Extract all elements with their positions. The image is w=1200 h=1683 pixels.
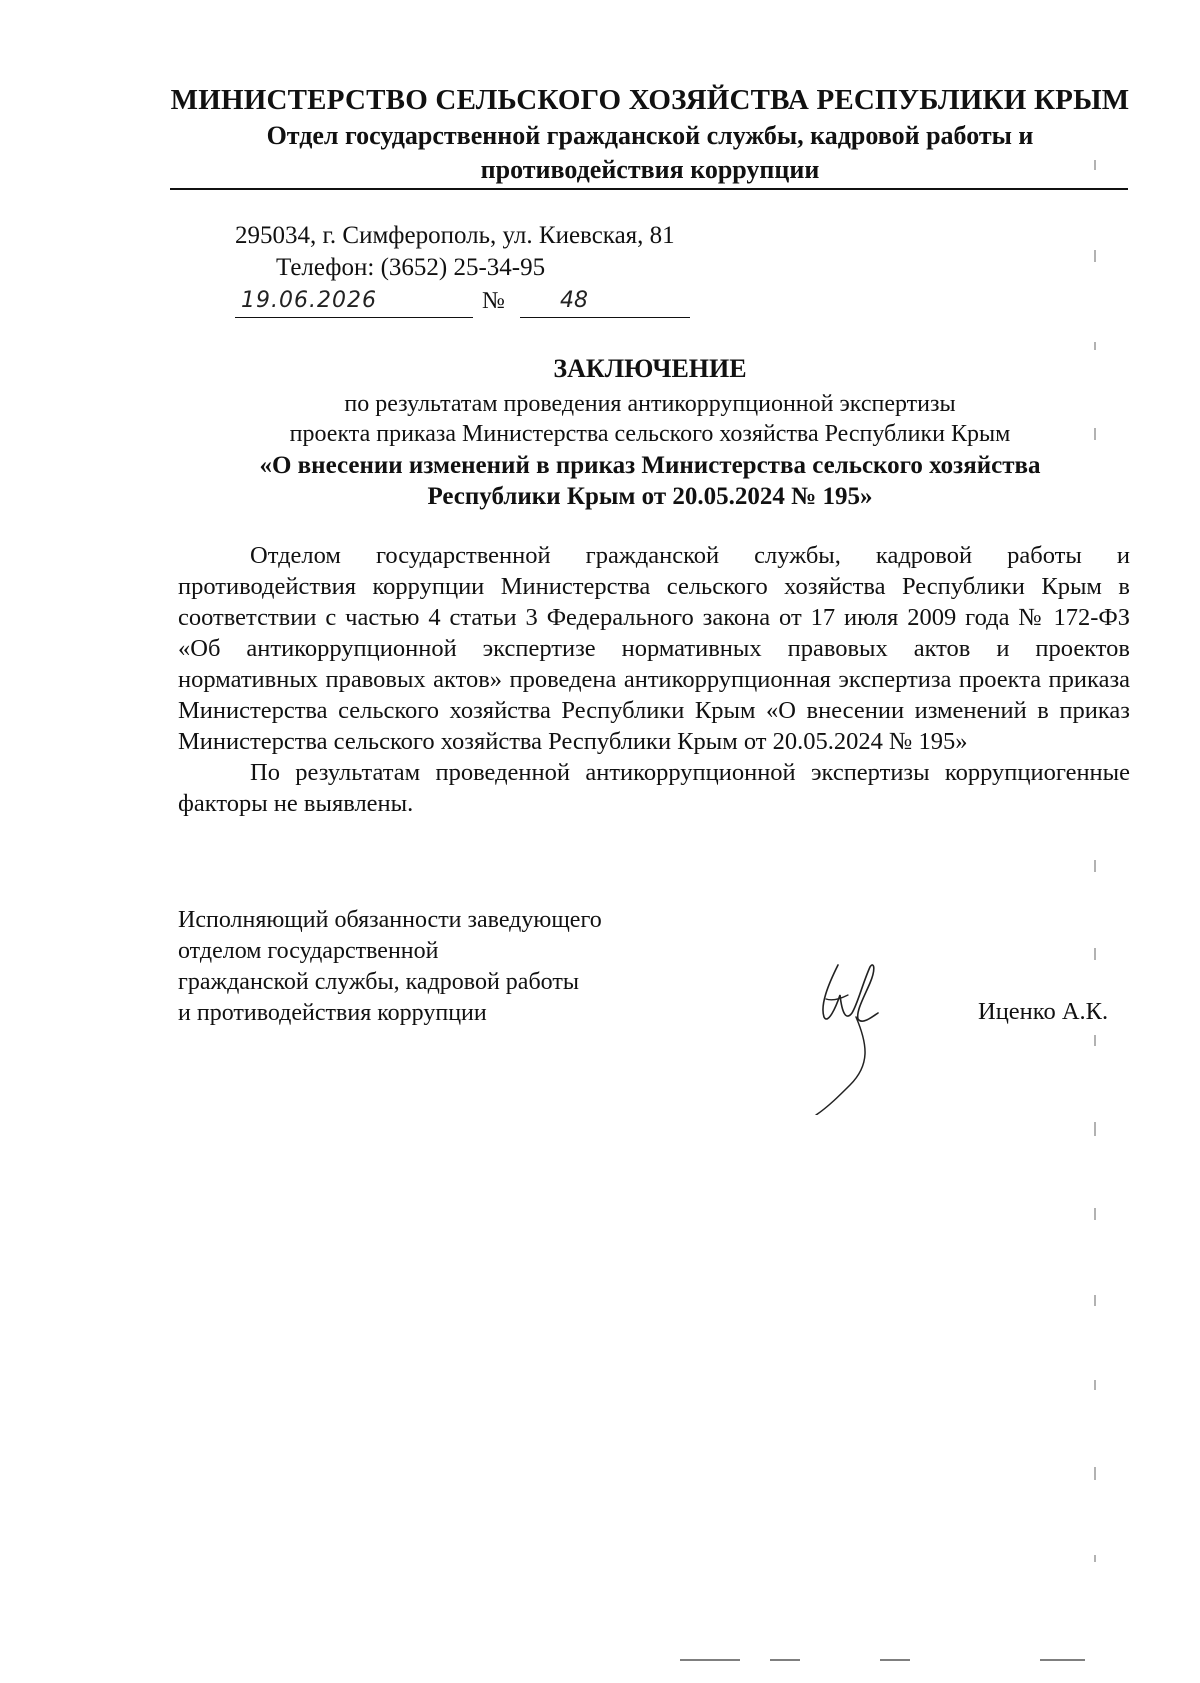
- scan-margin-marks: [1090, 0, 1100, 1683]
- department-line-1: Отдел государственной гражданской службы, кадровой работы и: [266, 121, 1034, 150]
- body-paragraph-1: Отделом государственной гражданской службы, кадровой работы и противодействия коррупции Министерства сельского хозяйства Республики Крым в соответствии с частью 4 статьи 3 Федерального закона от 17 июля 2009 года № 172-ФЗ «Об антикоррупционной экспертизе нормативных правовых актов и проектов нормативных правовых актов» проведена антикоррупционная экспертиза проекта приказа Министерства сельского хозяйства Республики Крым «О внесении изменений в приказ Министерства сельского хозяйства Республики Крым от 20.05.2024 № 195»: [178, 542, 1130, 755]
- phone: Телефон: (3652) 25-34-95: [276, 254, 546, 281]
- handwritten-signature: [810, 955, 900, 1115]
- header-divider: [170, 188, 1128, 190]
- subject-line-1: «О внесении изменений в приказ Министерства сельского хозяйства: [259, 452, 1041, 479]
- subtitle-line-2: проекта приказа Министерства сельского хозяйства Республики Крым: [289, 421, 1011, 447]
- signer-name: Иценко А.К.: [978, 998, 1109, 1025]
- document-body: [178, 540, 1130, 819]
- scan-bottom-marks: [0, 1655, 1200, 1665]
- body-paragraph-2: По результатам проведенной антикоррупционной экспертизы коррупциогенные факторы не выявлены.: [178, 759, 1130, 817]
- registration-number: 48: [520, 288, 690, 318]
- department-line-2: противодействия коррупции: [480, 155, 820, 184]
- registration-date: 19.06.2026: [235, 288, 473, 318]
- subject-line-2: Республики Крым от 20.05.2024 № 195»: [427, 483, 873, 510]
- address: 295034, г. Симферополь, ул. Киевская, 81: [235, 222, 675, 249]
- document-subtitle: [170, 389, 1130, 449]
- ministry-title: МИНИСТЕРСТВО СЕЛЬСКОГО ХОЗЯЙСТВА РЕСПУБЛИКИ КРЫМ: [170, 84, 1130, 116]
- document-subject: [170, 450, 1130, 512]
- signer-position: Исполняющий обязанности заведующего отделом государственной гражданской службы, кадровой работы и противодействия коррупции: [178, 907, 602, 1026]
- department-name: [170, 119, 1130, 187]
- registration-number-label: №: [482, 288, 505, 314]
- subtitle-line-1: по результатам проведения антикоррупционной экспертизы: [344, 391, 956, 417]
- document-title: ЗАКЛЮЧЕНИЕ: [553, 354, 747, 383]
